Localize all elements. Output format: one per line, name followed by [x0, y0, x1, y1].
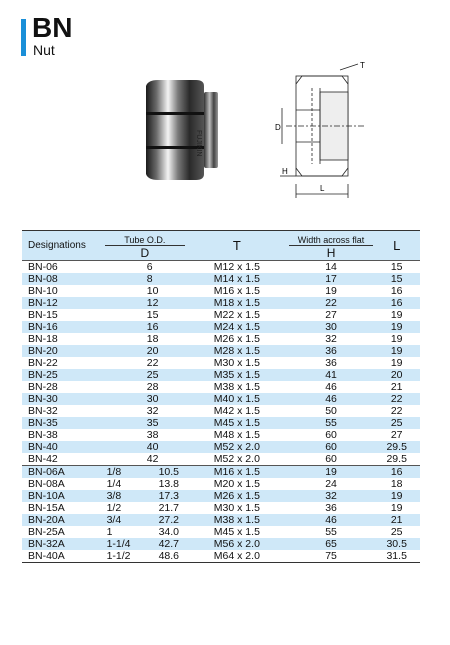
cell-fraction: [105, 381, 145, 393]
cell-d: 25: [145, 369, 185, 381]
cell-t: M45 x 1.5: [185, 417, 289, 429]
cell-designation: BN-06A: [22, 466, 105, 479]
cell-l: 19: [390, 357, 403, 369]
cell-t: M40 x 1.5: [185, 393, 289, 405]
cell-fraction: 1/4: [106, 478, 122, 490]
table-row: [22, 502, 420, 514]
cell-fraction: [105, 393, 145, 405]
cell-designation: BN-06: [22, 261, 105, 274]
cell-h: 60: [325, 453, 337, 465]
table-row: [22, 405, 420, 417]
cell-fraction: [105, 333, 145, 345]
cell-h: 55: [289, 417, 374, 429]
cell-d: 27.2: [145, 514, 185, 526]
cell-d: 13.8: [158, 478, 179, 490]
cell-d: 16: [145, 321, 185, 333]
cell-l: 31.5: [373, 550, 420, 563]
cell-l: 20: [373, 369, 420, 381]
cell-t: M16 x 1.5: [185, 466, 289, 479]
cell-designation: BN-28: [28, 381, 58, 393]
cell-t: M42 x 1.5: [213, 405, 260, 417]
cell-fraction: 1-1/4: [105, 538, 145, 550]
cell-t: M22 x 1.5: [213, 309, 260, 321]
table-row: [22, 466, 420, 479]
cell-t: M26 x 1.5: [213, 333, 260, 345]
cell-t: M56 x 2.0: [185, 538, 289, 550]
cell-h: 22: [289, 297, 374, 309]
cell-d: 35: [145, 417, 185, 429]
cell-h: 41: [289, 369, 374, 381]
cell-l: 19: [390, 309, 403, 321]
table-row: [22, 441, 420, 453]
cell-d: 20: [145, 345, 185, 357]
label-t: T: [360, 61, 365, 70]
cell-t: M26 x 1.5: [185, 490, 289, 502]
cell-fraction: 1: [106, 526, 113, 538]
cell-l: 16: [373, 466, 420, 479]
page-subtitle: Nut: [33, 42, 55, 58]
cell-h: 32: [289, 490, 374, 502]
table-row: [22, 321, 420, 333]
cell-t: M12 x 1.5: [185, 261, 289, 274]
cell-designation: BN-10: [28, 285, 58, 297]
nut-photo: [140, 78, 222, 182]
cell-h: 55: [325, 526, 337, 538]
cell-l: 22: [390, 405, 403, 417]
cell-t: M30 x 1.5: [213, 357, 260, 369]
header-designations: Designations: [22, 231, 105, 261]
cell-d: 15: [146, 309, 159, 321]
cell-h: 46: [289, 393, 374, 405]
cell-h: 27: [325, 309, 337, 321]
cell-t: M48 x 1.5: [213, 429, 260, 441]
cell-d: 6: [145, 261, 185, 274]
cell-l: 19: [373, 345, 420, 357]
cell-t: M20 x 1.5: [213, 478, 260, 490]
cell-t: M38 x 1.5: [185, 514, 289, 526]
table-row: [22, 285, 420, 297]
cell-fraction: [105, 285, 145, 297]
cell-fraction: [105, 261, 145, 274]
dimension-table: [22, 230, 420, 563]
cell-d: 30: [145, 393, 185, 405]
cell-fraction: 1-1/2: [105, 550, 145, 563]
cell-designation: BN-40A: [22, 550, 105, 563]
cell-h: 50: [325, 405, 337, 417]
cell-designation: BN-22: [28, 357, 58, 369]
cell-t: M38 x 1.5: [213, 381, 260, 393]
header-tube-od: Tube O.D.: [105, 231, 185, 246]
cell-d: 12: [145, 297, 185, 309]
cell-d: 18: [146, 333, 159, 345]
cell-l: 16: [373, 297, 420, 309]
cell-h: 46: [289, 514, 374, 526]
cell-h: 32: [325, 333, 337, 345]
table-row: [22, 309, 420, 321]
cell-d: 40: [145, 441, 185, 453]
cell-l: 19: [373, 321, 420, 333]
cell-fraction: [105, 321, 145, 333]
header-d: D: [105, 246, 185, 261]
cell-l: 15: [373, 261, 420, 274]
cell-d: 22: [146, 357, 159, 369]
cell-d: 42.7: [145, 538, 185, 550]
cell-d: 48.6: [145, 550, 185, 563]
cell-designation: BN-20: [22, 345, 105, 357]
table-row: [22, 333, 420, 345]
label-h: H: [282, 167, 288, 176]
cell-l: 21: [390, 381, 403, 393]
cell-designation: BN-12: [22, 297, 105, 309]
cell-l: 25: [390, 526, 403, 538]
cell-h: 17: [289, 273, 374, 285]
cell-fraction: 3/4: [105, 514, 145, 526]
cell-h: 36: [325, 502, 337, 514]
cell-designation: BN-42: [28, 453, 58, 465]
cell-fraction: [105, 429, 145, 441]
cell-designation: BN-16: [22, 321, 105, 333]
cell-l: 19: [373, 490, 420, 502]
cell-fraction: [105, 417, 145, 429]
table-row: [22, 514, 420, 526]
cell-designation: BN-25A: [28, 526, 65, 538]
svg-text:FUJIKIN: FUJIKIN: [195, 130, 202, 157]
cell-designation: BN-32: [28, 405, 58, 417]
cell-h: 46: [325, 381, 337, 393]
cell-d: 28: [146, 381, 159, 393]
header-t: T: [185, 231, 289, 261]
cell-l: 29.5: [386, 453, 407, 465]
table-row: [22, 381, 420, 393]
cell-l: 27: [390, 429, 403, 441]
header-width-across-flat: Width across flat: [289, 231, 374, 246]
cell-fraction: [105, 309, 145, 321]
cell-designation: BN-08: [22, 273, 105, 285]
cell-h: 60: [325, 429, 337, 441]
cell-h: 19: [289, 466, 374, 479]
cell-designation: BN-18: [28, 333, 58, 345]
table-row: [22, 550, 420, 563]
table-row: [22, 345, 420, 357]
header-l: L: [373, 231, 420, 261]
cell-h: 19: [325, 285, 337, 297]
cell-t: M28 x 1.5: [185, 345, 289, 357]
cell-fraction: [105, 369, 145, 381]
cell-fraction: 1/8: [105, 466, 145, 479]
table-row: [22, 478, 420, 490]
cell-l: 15: [373, 273, 420, 285]
header-h: H: [289, 246, 374, 261]
table-row: [22, 538, 420, 550]
cell-t: M14 x 1.5: [185, 273, 289, 285]
cell-t: M45 x 1.5: [213, 526, 260, 538]
cell-fraction: [105, 405, 145, 417]
cell-fraction: [105, 441, 145, 453]
cell-fraction: [105, 345, 145, 357]
cell-l: 19: [390, 502, 403, 514]
cell-d: 10.5: [145, 466, 185, 479]
cell-l: 19: [390, 333, 403, 345]
cell-h: 24: [325, 478, 337, 490]
cell-l: 16: [390, 285, 403, 297]
cell-h: 75: [289, 550, 374, 563]
cell-designation: BN-32A: [22, 538, 105, 550]
cell-d: 8: [145, 273, 185, 285]
cell-h: 65: [289, 538, 374, 550]
table-row: [22, 526, 420, 538]
cell-t: M16 x 1.5: [213, 285, 260, 297]
table-row: [22, 429, 420, 441]
table-row: [22, 393, 420, 405]
cell-d: 42: [146, 453, 159, 465]
cell-l: 29.5: [373, 441, 420, 453]
cell-t: M30 x 1.5: [213, 502, 260, 514]
cell-l: 22: [373, 393, 420, 405]
table-row: [22, 273, 420, 285]
cell-d: 32: [146, 405, 159, 417]
label-d: D: [275, 123, 281, 132]
cell-d: 10: [146, 285, 159, 297]
cell-l: 30.5: [373, 538, 420, 550]
table-row: [22, 369, 420, 381]
cell-h: 60: [289, 441, 374, 453]
cell-designation: BN-30: [22, 393, 105, 405]
table-row: [22, 261, 420, 274]
cell-fraction: 1/2: [106, 502, 122, 514]
cell-designation: BN-38: [28, 429, 58, 441]
cell-t: M52 x 2.0: [213, 453, 260, 465]
cell-t: M52 x 2.0: [185, 441, 289, 453]
cell-fraction: [105, 297, 145, 309]
cell-designation: BN-20A: [22, 514, 105, 526]
cell-designation: BN-40: [22, 441, 105, 453]
page-title: BN: [32, 12, 73, 43]
table-row: [22, 453, 420, 466]
cell-fraction: 3/8: [105, 490, 145, 502]
cell-t: M64 x 2.0: [185, 550, 289, 563]
nut-cross-section-drawing: [268, 58, 378, 206]
cell-h: 36: [289, 345, 374, 357]
accent-bar: [21, 19, 26, 56]
table-row: [22, 417, 420, 429]
cell-l: 25: [373, 417, 420, 429]
table-row: [22, 357, 420, 369]
cell-t: M18 x 1.5: [185, 297, 289, 309]
cell-designation: BN-15A: [28, 502, 65, 514]
table-row: [22, 297, 420, 309]
cell-designation: BN-35: [22, 417, 105, 429]
label-l: L: [320, 184, 325, 193]
cell-t: M35 x 1.5: [185, 369, 289, 381]
cell-d: 34.0: [158, 526, 179, 538]
cell-t: M24 x 1.5: [185, 321, 289, 333]
cell-d: 38: [146, 429, 159, 441]
cell-h: 30: [289, 321, 374, 333]
cell-l: 21: [373, 514, 420, 526]
cell-d: 21.7: [158, 502, 179, 514]
cell-designation: BN-08A: [28, 478, 65, 490]
cell-fraction: [105, 453, 145, 466]
cell-designation: BN-10A: [22, 490, 105, 502]
table-row: [22, 490, 420, 502]
cell-designation: BN-15: [28, 309, 58, 321]
cell-fraction: [105, 273, 145, 285]
cell-fraction: [105, 357, 145, 369]
cell-d: 17.3: [145, 490, 185, 502]
cell-l: 18: [390, 478, 403, 490]
cell-h: 36: [325, 357, 337, 369]
cell-h: 14: [289, 261, 374, 274]
cell-designation: BN-25: [22, 369, 105, 381]
